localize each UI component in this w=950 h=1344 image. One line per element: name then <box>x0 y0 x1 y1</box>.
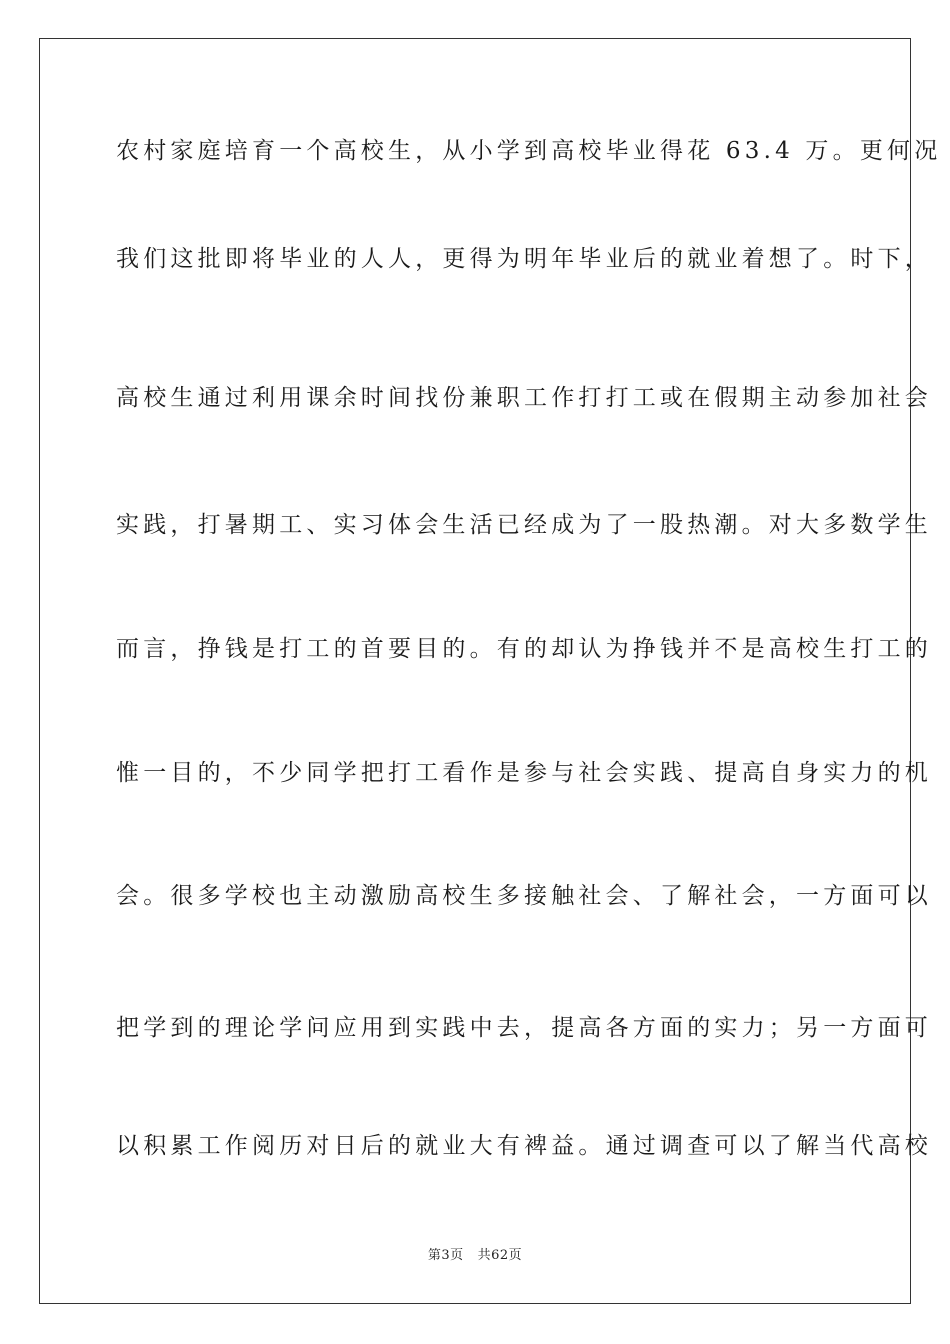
page-border <box>39 38 942 1304</box>
page-footer <box>0 1248 950 1264</box>
page-total: 共62页 <box>477 1248 523 1263</box>
body-text-line-7: 会。很多学校也主动激励高校生多接触社会、了解社会，一方面可以 <box>116 883 932 909</box>
body-text-line-8: 把学到的理论学问应用到实践中去，提高各方面的实力；另一方面可 <box>116 1015 932 1041</box>
body-text-line-3: 高校生通过利用课余时间找份兼职工作打打工或在假期主动参加社会 <box>116 385 932 411</box>
body-text-line-1: 农村家庭培育一个高校生，从小学到高校毕业得花 63.4 万。更何况 <box>116 138 942 164</box>
page-number: 第3页 <box>427 1248 464 1263</box>
body-text-line-5: 而言，挣钱是打工的首要目的。有的却认为挣钱并不是高校生打工的 <box>116 636 932 662</box>
body-text-line-9: 以积累工作阅历对日后的就业大有裨益。通过调查可以了解当代高校 <box>116 1133 932 1159</box>
body-text-line-4: 实践，打暑期工、实习体会生活已经成为了一股热潮。对大多数学生 <box>116 512 932 538</box>
body-text-line-2: 我们这批即将毕业的人人，更得为明年毕业后的就业着想了。时下， <box>116 246 932 272</box>
body-text-line-6: 惟一目的，不少同学把打工看作是参与社会实践、提高自身实力的机 <box>116 760 932 786</box>
